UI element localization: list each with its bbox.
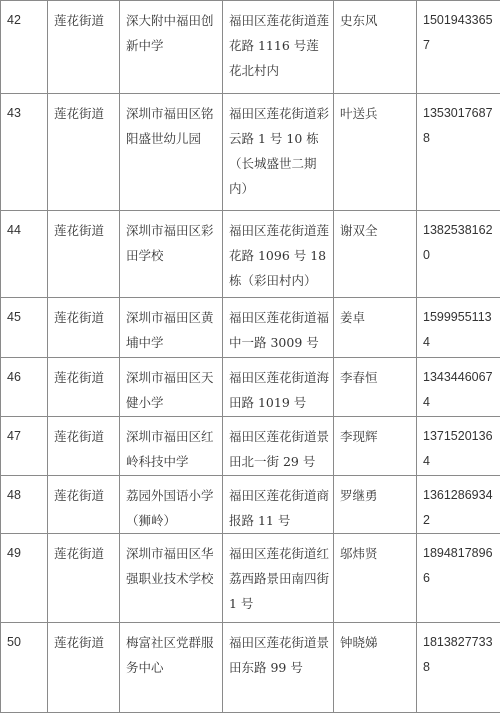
street-cell: 莲花街道 (48, 534, 120, 623)
table-row (1, 94, 500, 211)
row-number: 44 (1, 211, 48, 298)
street-cell: 莲花街道 (48, 476, 120, 534)
phone-cell: 13530176878 (417, 94, 500, 211)
table-row (1, 1, 500, 94)
street-cell: 莲花街道 (48, 94, 120, 211)
unit-name-cell: 深圳市福田区天健小学 (120, 358, 223, 417)
row-number: 50 (1, 623, 48, 713)
address-cell: 福田区莲花街道红荔西路景田南四街 1 号 (223, 534, 334, 623)
row-number: 45 (1, 298, 48, 358)
table-row (1, 298, 500, 358)
contact-person-cell: 谢双全 (334, 211, 417, 298)
unit-name-cell: 深圳市福田区红岭科技中学 (120, 417, 223, 476)
table-row (1, 476, 500, 534)
contact-person-cell: 姜卓 (334, 298, 417, 358)
unit-name-cell: 深圳市福田区黄埔中学 (120, 298, 223, 358)
address-cell: 福田区莲花街道景田东路 99 号 (223, 623, 334, 713)
street-cell: 莲花街道 (48, 1, 120, 94)
phone-cell: 13434460674 (417, 358, 500, 417)
row-number: 47 (1, 417, 48, 476)
address-cell: 福田区莲花街道莲花路 1096 号 18 栋（彩田村内） (223, 211, 334, 298)
phone-cell: 15019433657 (417, 1, 500, 94)
phone-cell: 18138277338 (417, 623, 500, 713)
table-row (1, 623, 500, 713)
address-cell: 福田区莲花街道彩云路 1 号 10 栋（长城盛世二期内） (223, 94, 334, 211)
contact-person-cell: 史东风 (334, 1, 417, 94)
table-row (1, 534, 500, 623)
contact-person-cell: 罗继勇 (334, 476, 417, 534)
phone-cell: 13612869342 (417, 476, 500, 534)
row-number: 46 (1, 358, 48, 417)
contact-person-cell: 李春恒 (334, 358, 417, 417)
street-cell: 莲花街道 (48, 358, 120, 417)
street-cell: 莲花街道 (48, 211, 120, 298)
table-row (1, 358, 500, 417)
unit-name-cell: 深圳市福田区铭阳盛世幼儿园 (120, 94, 223, 211)
street-cell: 莲花街道 (48, 623, 120, 713)
phone-cell: 18948178966 (417, 534, 500, 623)
phone-cell: 15999551134 (417, 298, 500, 358)
street-cell: 莲花街道 (48, 298, 120, 358)
row-number: 49 (1, 534, 48, 623)
address-cell: 福田区莲花街道景田北一街 29 号 (223, 417, 334, 476)
unit-name-cell: 深圳市福田区彩田学校 (120, 211, 223, 298)
contact-person-cell: 邬炜贤 (334, 534, 417, 623)
table-row (1, 211, 500, 298)
unit-name-cell: 荔园外国语小学（狮岭） (120, 476, 223, 534)
contact-person-cell: 李现辉 (334, 417, 417, 476)
contact-person-cell: 钟晓娣 (334, 623, 417, 713)
table-row (1, 417, 500, 476)
table-body (1, 1, 500, 713)
unit-name-cell: 深圳市福田区华强职业技术学校 (120, 534, 223, 623)
row-number: 43 (1, 94, 48, 211)
street-cell: 莲花街道 (48, 417, 120, 476)
phone-cell: 13825381620 (417, 211, 500, 298)
unit-name-cell: 梅富社区党群服务中心 (120, 623, 223, 713)
row-number: 42 (1, 1, 48, 94)
phone-cell: 13715201364 (417, 417, 500, 476)
unit-name-cell: 深大附中福田创新中学 (120, 1, 223, 94)
contact-person-cell: 叶送兵 (334, 94, 417, 211)
address-cell: 福田区莲花街道海田路 1019 号 (223, 358, 334, 417)
address-cell: 福田区莲花街道莲花路 1116 号莲花北村内 (223, 1, 334, 94)
row-number: 48 (1, 476, 48, 534)
address-cell: 福田区莲花街道商报路 11 号 (223, 476, 334, 534)
address-cell: 福田区莲花街道福中一路 3009 号 (223, 298, 334, 358)
